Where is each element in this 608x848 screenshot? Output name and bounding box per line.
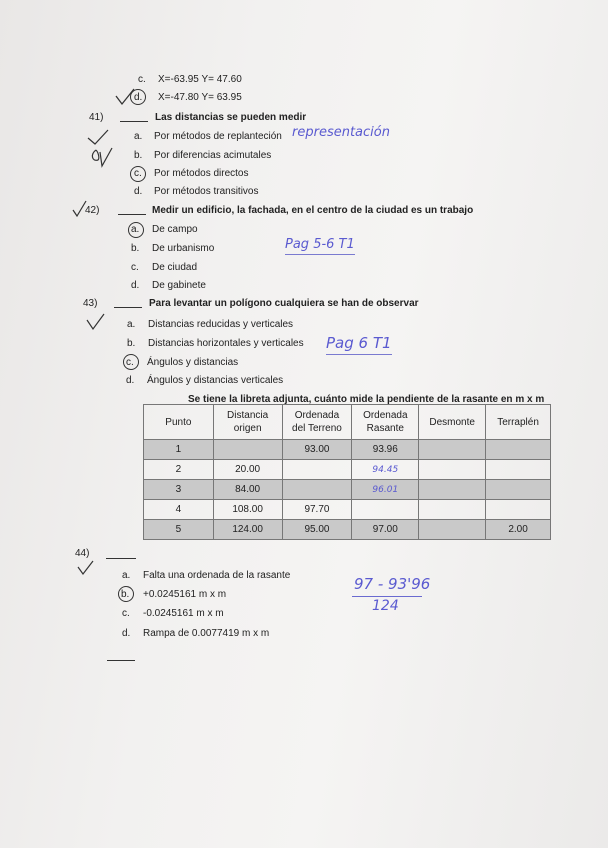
answer-blank (120, 121, 148, 122)
q44-option-d-letter: d. (122, 628, 131, 639)
q43-title: Para levantar un polígono cualquiera se han de observar (149, 298, 419, 309)
q42-option-d-letter: d. (131, 280, 140, 291)
table-row (144, 500, 551, 520)
q40-option-c-text: X=-63.95 Y= 47.60 (158, 74, 242, 85)
q41-option-c-text: Por métodos directos (154, 168, 249, 179)
table-cell (486, 440, 551, 460)
table-cell (282, 460, 352, 480)
q42-option-c-text: De ciudad (152, 262, 198, 273)
table-cell-handwritten: 94.45 (352, 460, 419, 480)
table-cell: 84.00 (213, 480, 282, 500)
table-caption: Se tiene la libreta adjunta, cuánto mide la pendiente de la rasante en m x m (188, 394, 545, 405)
q42-title: Medir un edificio, la fachada, en el centro de la ciudad es un trabajo (152, 205, 474, 216)
table-cell (486, 500, 551, 520)
table-cell: 5 (144, 520, 214, 540)
column-header: Ordenada del Terreno (282, 405, 352, 440)
q40-option-d-text: X=-47.80 Y= 63.95 (158, 92, 242, 103)
column-header: Distancia origen (213, 405, 282, 440)
checkmark-icon (86, 128, 130, 172)
table-row (144, 480, 551, 500)
table-cell: 97.70 (282, 500, 352, 520)
table-row (144, 440, 551, 460)
survey-table (143, 404, 551, 540)
q40-option-c-letter: c. (138, 74, 146, 85)
q43-option-c-letter: c. (126, 357, 134, 368)
checkmark-icon (77, 560, 95, 576)
q41-number: 41) (89, 112, 104, 123)
q41-option-a-letter: a. (134, 131, 143, 142)
q43-option-d-letter: d. (126, 375, 135, 386)
q42-option-c-letter: c. (131, 262, 139, 273)
q43-option-d-text: Ángulos y distancias verticales (147, 375, 284, 386)
table-cell (419, 520, 486, 540)
table-cell: 95.00 (282, 520, 352, 540)
table-cell (282, 480, 352, 500)
table-row (144, 460, 551, 480)
column-header: Desmonte (419, 405, 486, 440)
table-cell (486, 480, 551, 500)
q41-option-c-letter: c. (134, 168, 142, 179)
column-header: Punto (144, 405, 214, 440)
table-row (144, 520, 551, 540)
q43-option-b-letter: b. (127, 338, 136, 349)
table-cell: 2.00 (486, 520, 551, 540)
handwritten-numerator: 97 - 93'96 (354, 575, 431, 593)
column-header: Ordenada Rasante (352, 405, 419, 440)
table-cell: 20.00 (213, 460, 282, 480)
q42-option-b-text: De urbanismo (152, 243, 215, 254)
table-cell (419, 480, 486, 500)
q43-option-b-text: Distancias horizontales y verticales (148, 338, 304, 349)
q44-option-c-text: -0.0245161 m x m (143, 608, 224, 619)
answer-blank (107, 660, 135, 661)
q41-option-d-letter: d. (134, 186, 143, 197)
handwritten-note: Pag 6 T1 (326, 334, 392, 355)
q41-title: Las distancias se pueden medir (155, 112, 307, 123)
q43-number: 43) (83, 298, 98, 309)
table-cell (419, 440, 486, 460)
handwritten-note: Pag 5-6 T1 (285, 237, 355, 255)
q41-option-b-letter: b. (134, 150, 143, 161)
q42-number: 42) (85, 205, 100, 216)
table-cell: 108.00 (213, 500, 282, 520)
q44-option-a-letter: a. (122, 570, 131, 581)
q41-option-b-text: Por diferencias acimutales (154, 150, 272, 161)
q42-option-a-text: De campo (152, 224, 198, 235)
table-cell: 93.96 (352, 440, 419, 460)
handwritten-denominator: 124 (372, 598, 399, 614)
table-cell: 97.00 (352, 520, 419, 540)
q41-option-d-text: Por métodos transitivos (154, 186, 259, 197)
table-cell (419, 500, 486, 520)
q42-option-d-text: De gabinete (152, 280, 206, 291)
table-cell: 2 (144, 460, 214, 480)
table-cell: 124.00 (213, 520, 282, 540)
q44-option-a-text: Falta una ordenada de la rasante (143, 570, 291, 581)
table-cell: 1 (144, 440, 214, 460)
q44-option-b-text: +0.0245161 m x m (143, 589, 227, 600)
q43-option-a-letter: a. (127, 319, 136, 330)
table-cell: 4 (144, 500, 214, 520)
q42-option-b-letter: b. (131, 243, 140, 254)
table-cell (419, 460, 486, 480)
answer-blank (114, 307, 142, 308)
column-header: Terraplén (486, 405, 551, 440)
answer-blank (118, 214, 146, 215)
handwritten-note: representación (292, 125, 390, 140)
table-header-row (144, 405, 551, 440)
q44-option-c-letter: c. (122, 608, 130, 619)
checkmark-icon (114, 88, 136, 106)
q41-option-a-text: Por métodos de replanteción (154, 131, 282, 142)
checkmark-icon (86, 312, 106, 332)
table-cell: 3 (144, 480, 214, 500)
q42-option-a-letter: a. (131, 224, 140, 235)
table-cell (352, 500, 419, 520)
table-cell (213, 440, 282, 460)
q44-option-b-letter: b. (121, 589, 130, 600)
q44-option-d-text: Rampa de 0.0077419 m x m (143, 628, 270, 639)
q43-option-a-text: Distancias reducidas y verticales (148, 319, 294, 330)
answer-blank (106, 558, 136, 559)
q44-number: 44) (75, 548, 90, 559)
fraction-bar (352, 596, 422, 597)
q40-option-d-letter: d. (134, 92, 143, 103)
table-cell-handwritten: 96.01 (352, 480, 419, 500)
table-cell (486, 460, 551, 480)
q43-option-c-text: Ángulos y distancias (147, 357, 239, 368)
table-cell: 93.00 (282, 440, 352, 460)
